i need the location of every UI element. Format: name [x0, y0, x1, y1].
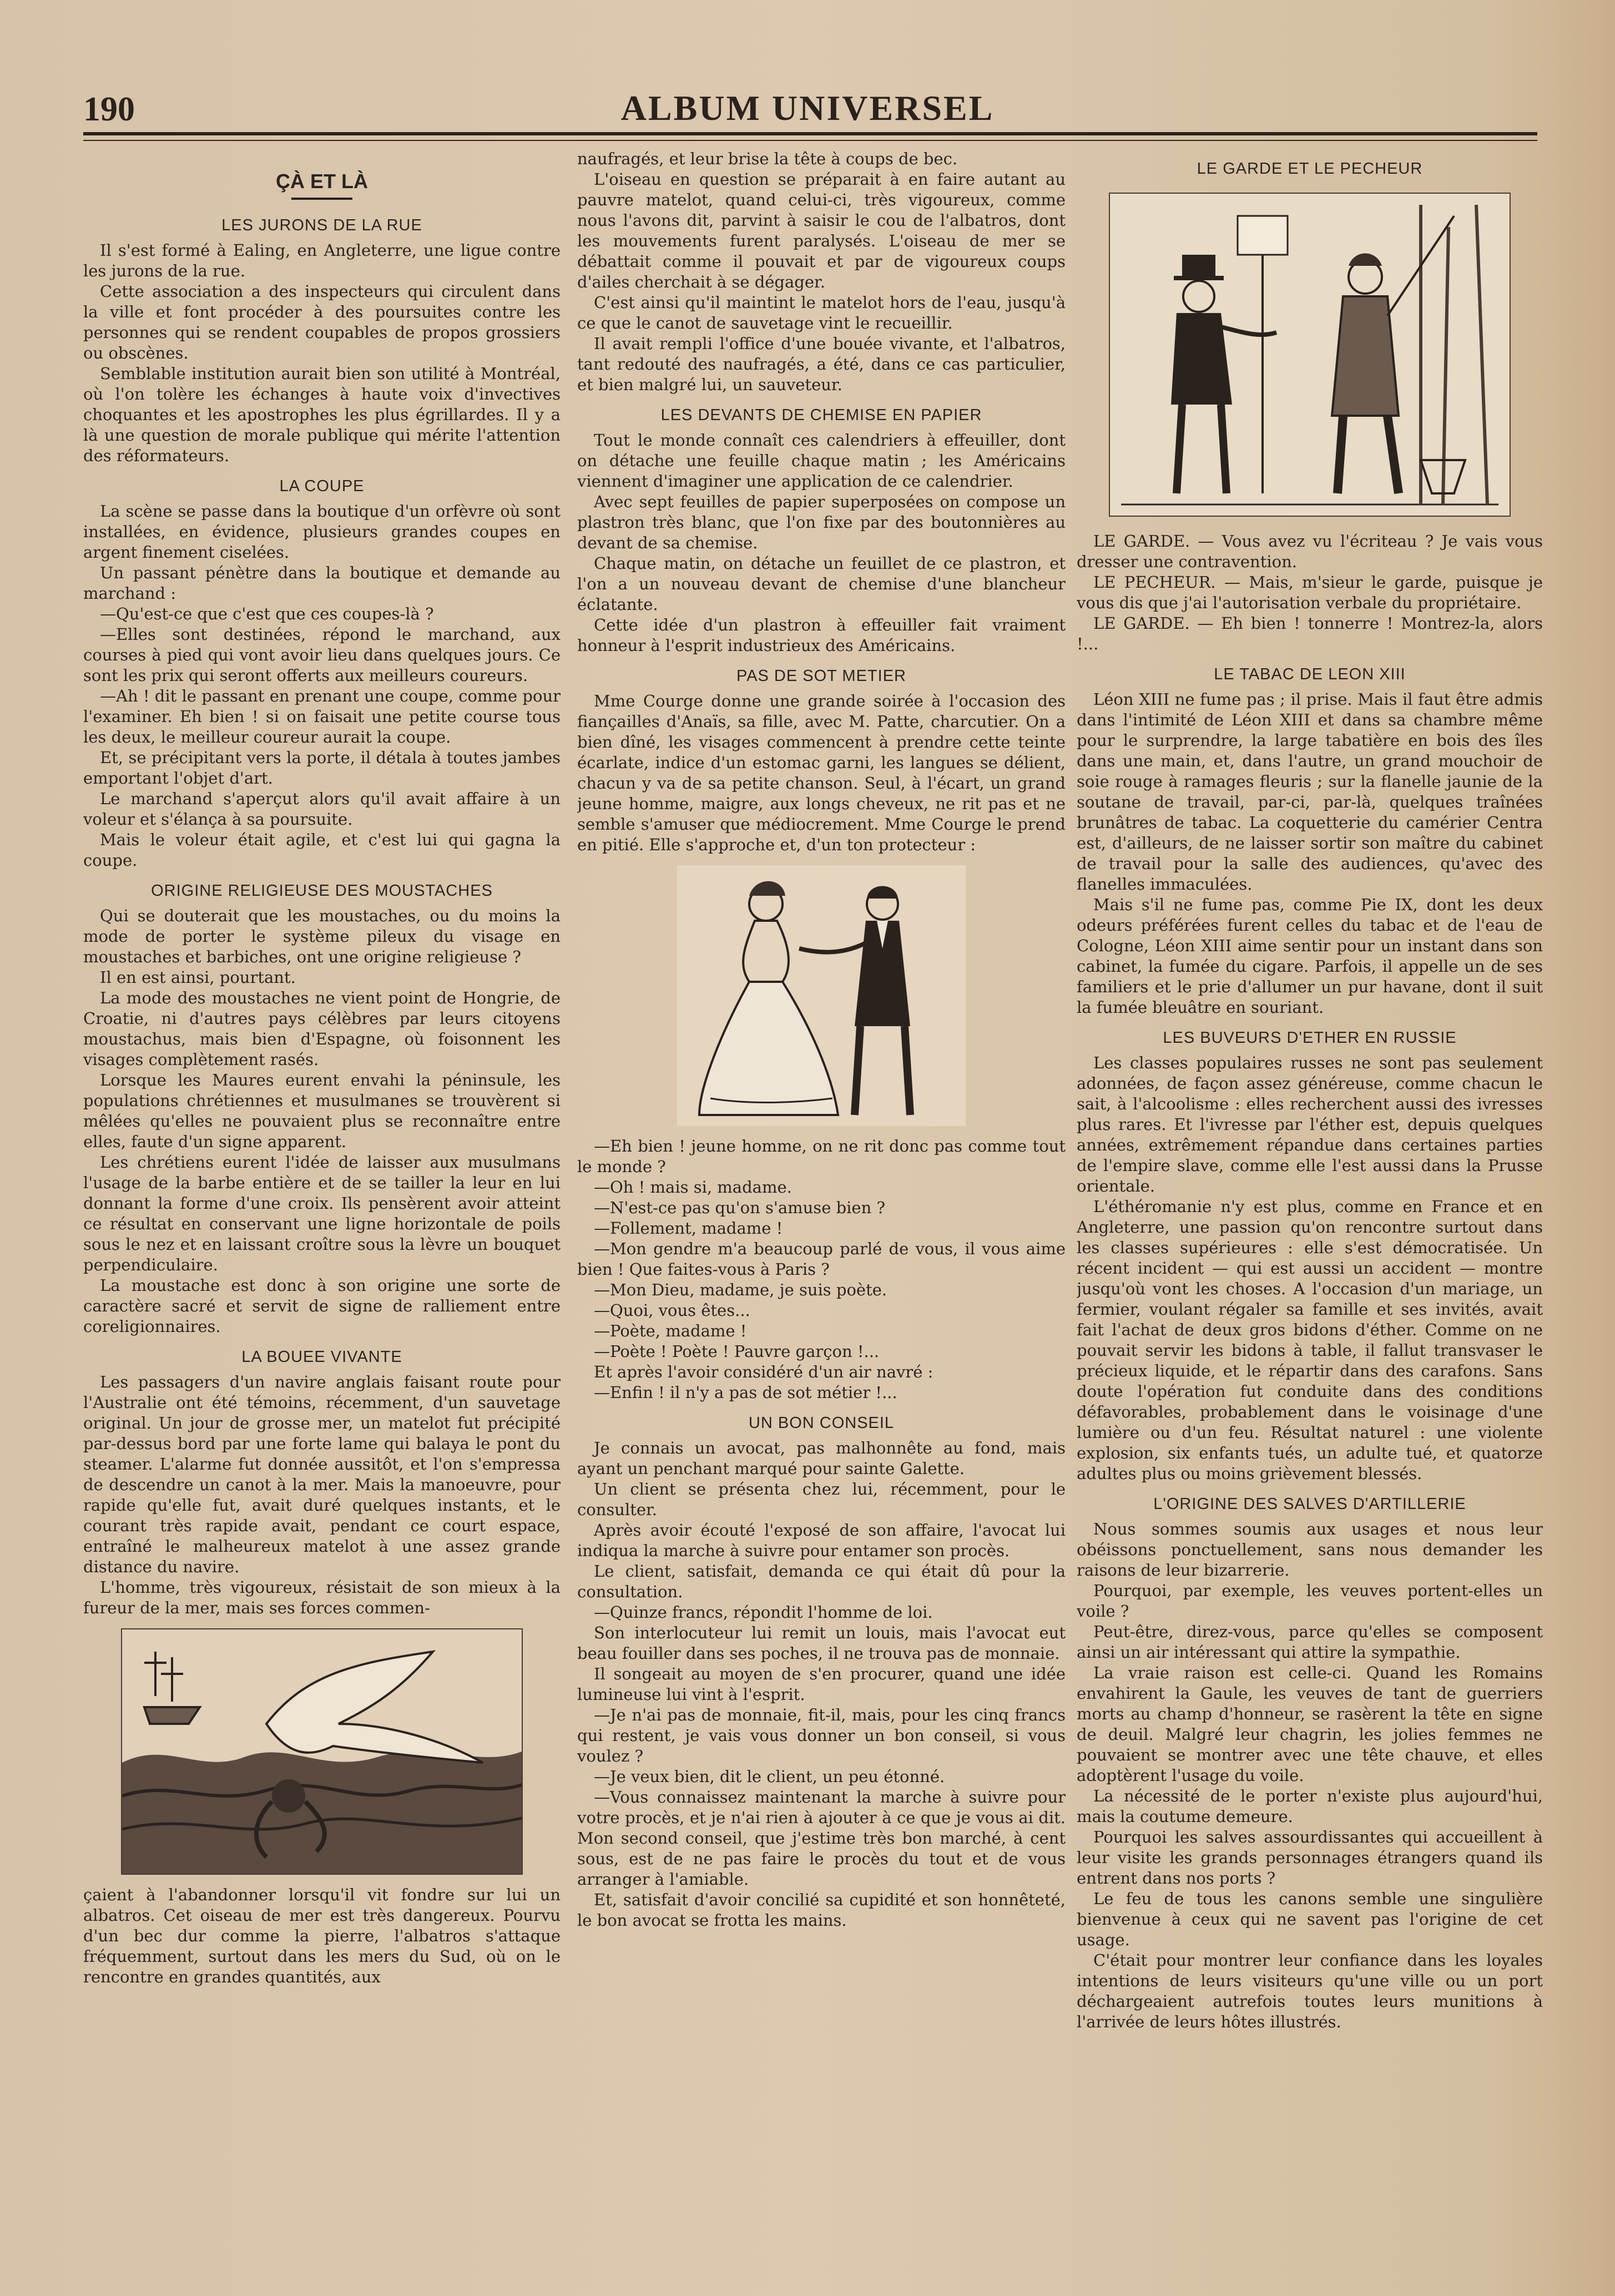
garde-pecheur-illustration	[1109, 193, 1511, 517]
article-paragraph: Le feu de tous les canons semble une singulière bienvenue à ceux qui ne savent pas l'origine de cet usage.	[1077, 1889, 1543, 1949]
article-paragraph: Avec sept feuilles de papier superposées on compose un plastron très blanc, que l'on fixe par des boutonnières au devant de sa chemise.	[577, 492, 1066, 552]
article-paragraph: Qui se douterait que les moustaches, ou du moins la mode de porter le système pileux du visage en moustaches et barbiches, ont une origine religieuse ?	[83, 906, 561, 966]
article-paragraph: Lorsque les Maures eurent envahi la péninsule, les populations chrétiennes et musulmanes se trouvèrent si mêlées qu'elles ne pouvaient plus se reconnaître entre elles, faute d'un signe apparent.	[83, 1071, 561, 1151]
article-paragraph: Le marchand s'aperçut alors qu'il avait affaire à un voleur et s'élança à sa poursuite.	[83, 789, 561, 829]
article-heading: LE GARDE ET LE PECHEUR	[1197, 160, 1423, 178]
article-paragraph: Mais le voleur était agile, et c'est lui qui gagna la coupe.	[83, 830, 561, 870]
article-paragraph: —Je veux bien, dit le client, un peu étonné.	[594, 1767, 945, 1786]
article-paragraph: Il songeait au moyen de s'en procurer, quand une idée lumineuse lui vint à l'esprit.	[577, 1664, 1066, 1704]
article-paragraph: Les passagers d'un navire anglais faisant route pour l'Australie ont été témoins, récemment, d'un sauvetage original. Un jour de grosse mer, un matelot fut précipité par-dessus bord par une forte lame qui balaya le pont du steamer. L'alarme fut donnée aussitôt, et l'on s'empressa de descendre un canot à la mer. Mais la manoeuvre, pour rapide qu'elle fut, avait duré quelques instants, et le courant très rapide avait, pendant ce court espace, entraîné le malheureux matelot à une assez grande distance du navire.	[83, 1372, 561, 1576]
article-paragraph: La mode des moustaches ne vient point de Hongrie, de Croatie, ni d'autres pays célèbres par leurs citoyens moustachus, mais bien d'Espagne, où foisonnent les visages complètement rasés.	[83, 988, 561, 1069]
article-paragraph: —Poète, madame !	[594, 1321, 747, 1340]
article-paragraph: LE PECHEUR. — Mais, m'sieur le garde, puisque je vous dis que j'ai l'autorisation verbale du propriétaire.	[1077, 573, 1543, 612]
article-paragraph: Léon XIII ne fume pas ; il prise. Mais il faut être admis dans l'intimité de Léon XIII et dans sa chambre même pour le surprendre, la large tabatière en bois des îles dans une main, et, dans l'autre, un grand mouchoir de soie rouge à ramages fleuris ; sur la flanelle jaunie de la soutane de travail, par-ci, par-là, quelques traînées brunâtres de tabac. La coquetterie du camérier Centra est, d'ailleurs, de ne laisser sortir son maître du cabinet de travail pour la salle des audiences, qu'avec des flanelles immaculées.	[1077, 690, 1543, 894]
article-paragraph: —Mon gendre m'a beaucoup parlé de vous, il vous aime bien ! Que faites-vous à Paris ?	[577, 1239, 1066, 1279]
article-paragraph: L'homme, très vigoureux, résistait de son mieux à la fureur de la mer, mais ses forces commen-	[83, 1578, 561, 1617]
header-rule-thin	[83, 140, 1537, 141]
column-3	[1077, 149, 1543, 2202]
article-heading: UN BON CONSEIL	[748, 1414, 895, 1432]
article-heading: LES DEVANTS DE CHEMISE EN PAPIER	[660, 406, 982, 424]
article-paragraph: Son interlocuteur lui remit un louis, mais l'avocat eut beau fouiller dans ses poches, il ne trouva pas de monnaie.	[577, 1623, 1066, 1663]
article-paragraph: Après avoir écouté l'exposé de son affaire, l'avocat lui indiqua la marche à suivre pour entamer son procès.	[577, 1521, 1066, 1560]
page-number: 190	[83, 90, 135, 128]
section-title-rule	[291, 198, 352, 200]
article-paragraph: Pourquoi, par exemple, les veuves portent-elles un voile ?	[1077, 1581, 1543, 1621]
article-paragraph: —Oh ! mais si, madame.	[594, 1178, 792, 1197]
article-heading: LE TABAC DE LEON XIII	[1214, 665, 1406, 683]
article-heading: LA COUPE	[279, 477, 365, 495]
article-heading: ORIGINE RELIGIEUSE DES MOUSTACHES	[151, 882, 493, 900]
article-paragraph: —Quoi, vous êtes...	[594, 1301, 750, 1320]
article-paragraph: Il avait rempli l'office d'une bouée vivante, et l'albatros, tant redouté des naufragés, a été, dans ce cas particulier, et bien malgré lui, un sauveteur.	[577, 334, 1066, 394]
publication-title: ALBUM UNIVERSEL	[620, 88, 995, 128]
article-paragraph: —Poète ! Poète ! Pauvre garçon !...	[594, 1342, 880, 1361]
article-paragraph: —Mon Dieu, madame, je suis poète.	[594, 1280, 887, 1299]
column-2	[577, 149, 1066, 2202]
article-paragraph: LE GARDE. — Eh bien ! tonnerre ! Montrez-la, alors !...	[1077, 614, 1543, 653]
article-paragraph: —Qu'est-ce que c'est que ces coupes-là ?	[100, 604, 434, 623]
article-paragraph: Et, se précipitant vers la porte, il détala à toutes jambes emportant l'objet d'art.	[83, 748, 561, 788]
article-paragraph: Mais s'il ne fume pas, comme Pie IX, dont les deux odeurs préférées furent celles du tabac et de l'eau de Cologne, Léon XIII aime sentir pour un instant dans son cabinet, la fumée du cigare. Parfois, il appelle un de ses familiers et le prie d'allumer un pur havane, dont il suit la fumée bleuâtre en souriant.	[1077, 895, 1543, 1017]
article-paragraph: Cette idée d'un plastron à effeuiller fait vraiment honneur à l'esprit industrieux des Américains.	[577, 615, 1066, 655]
article-heading: PAS DE SOT METIER	[736, 667, 906, 685]
article-paragraph: LE GARDE. — Vous avez vu l'écriteau ? Je vais vous dresser une contravention.	[1077, 532, 1543, 571]
article-paragraph: Nous sommes soumis aux usages et nous leur obéissons ponctuellement, sans nous demander les raisons de leur bizarrerie.	[1077, 1520, 1543, 1580]
article-paragraph: —Eh bien ! jeune homme, on ne rit donc pas comme tout le monde ?	[577, 1137, 1066, 1176]
article-paragraph: Cette association a des inspecteurs qui circulent dans la ville et font procéder à des poursuites contre les personnes qui se rendent coupables de propos grossiers ou obscènes.	[83, 282, 561, 362]
article-paragraph: Les chrétiens eurent l'idée de laisser aux musulmans l'usage de la barbe entière et de se tailler la leur en lui donnant la forme d'une croix. Ils pensèrent avoir atteint ce résultat en conservant une ligne horizontale de poils sous le nez et en laissant croître sous la lèvre un bouquet perpendiculaire.	[83, 1153, 561, 1274]
article-paragraph: Peut-être, direz-vous, parce qu'elles se composent ainsi un air intéressant qui attire la sympathie.	[1077, 1622, 1543, 1662]
column-1	[83, 149, 561, 2202]
article-heading: LES JURONS DE LA RUE	[221, 216, 422, 234]
article-paragraph: —Follement, madame !	[594, 1219, 783, 1238]
article-paragraph: —Quinze francs, répondit l'homme de loi.	[594, 1603, 933, 1622]
article-paragraph: —Vous connaissez maintenant la marche à suivre pour votre procès, et je n'ai rien à ajouter à ce que je vous ai dit. Mon second conseil, que j'estime très bon marché, à cent sous, est de ne pas faire le procès du tout et de vous arranger à l'amiable.	[577, 1788, 1066, 1889]
article-paragraph: Et après l'avoir considéré d'un air navré :	[594, 1363, 933, 1381]
article-paragraph: La nécessité de le porter n'existe plus aujourd'hui, mais la coutume demeure.	[1077, 1787, 1543, 1826]
article-paragraph: Mme Courge donne une grande soirée à l'occasion des fiançailles d'Anaïs, sa fille, avec M. Patte, charcutier. On a bien dîné, les visages commencent à prendre cette teinte écarlate, indice d'un estomac garni, les langues se délient, chacun y va de sa petite chanson. Seul, à l'écart, un grand jeune homme, maigre, aux longs cheveux, ne rit pas et ne semble s'amuser que médiocrement. Mme Courge le prend en pitié. Elle s'approche et, d'un ton protecteur :	[577, 692, 1066, 854]
article-paragraph: Il s'est formé à Ealing, en Angleterre, une ligue contre les jurons de la rue.	[83, 241, 561, 280]
article-paragraph: Pourquoi les salves assourdissantes qui accueillent à leur visite les grands personnages étrangers quand ils entrent dans nos ports ?	[1077, 1828, 1543, 1888]
article-paragraph: Je connais un avocat, pas malhonnête au fond, mais ayant un penchant marqué pour sainte Galette.	[577, 1439, 1066, 1478]
article-paragraph: L'éthéromanie n'y est plus, comme en France et en Angleterre, une passion qu'on rencontre surtout dans les classes supérieures : elle s'est démocratisée. Un récent incident — qui est aussi un accident — montre jusqu'où vont les choses. A l'occasion d'un mariage, un fermier, voulant régaler sa famille et ses invités, avait fait l'achat de deux gros bidons d'éther. Comme on ne pouvait servir les bidons à table, il fallut transvaser le précieux liquide, et le répartir dans des carafons. Sans doute l'opération fut conduite dans des conditions défavorables, probablement dans le voisinage d'une lumière ou d'un feu. Résultat naturel : une violente explosion, six enfants tués, un adulte tué, et quatorze adultes plus ou moins grièvement blessés.	[1077, 1197, 1543, 1483]
article-paragraph: —N'est-ce pas qu'on s'amuse bien ?	[594, 1198, 886, 1217]
article-paragraph: çaient à l'abandonner lorsqu'il vit fondre sur lui un albatros. Cet oiseau de mer est très dangereux. Pourvu d'un bec dur comme la pierre, l'albatros s'attaque fréquemment, surtout dans les mers du Sud, où on le rencontre en grandes quantités, aux	[83, 1885, 561, 1986]
header-rule	[83, 132, 1537, 135]
article-paragraph: —Elles sont destinées, répond le marchand, aux courses à pied qui vont avoir lieu dans quelques jours. Ce sont les prix qui seront offerts aux meilleurs coureurs.	[83, 625, 561, 685]
article-paragraph: Il en est ainsi, pourtant.	[100, 968, 296, 987]
article-paragraph: C'est ainsi qu'il maintint le matelot hors de l'eau, jusqu'à ce que le canot de sauvetage vint le recueillir.	[577, 293, 1066, 332]
article-paragraph: —Enfin ! il n'y a pas de sot métier !...	[594, 1383, 897, 1402]
article-paragraph: —Ah ! dit le passant en prenant une coupe, comme pour l'examiner. Eh bien ! si on faisait une petite course tous les deux, le meilleur coureur aurait la coupe.	[83, 687, 561, 746]
article-heading: LA BOUEE VIVANTE	[241, 1348, 402, 1366]
article-paragraph: Le client, satisfait, demanda ce qui était dû pour la consultation.	[577, 1562, 1066, 1601]
article-paragraph: L'oiseau en question se préparait à en faire autant au pauvre matelot, quand celui-ci, très vigoureux, comme nous l'avons dit, parvint à saisir le cou de l'albatros, dont les mouvements furent paralysés. L'oiseau de mer se débattait comme il pouvait et par de vigoureux coups d'ailes cherchait à se dégager.	[577, 170, 1066, 291]
article-paragraph: Chaque matin, on détache un feuillet de ce plastron, et l'on a un nouveau devant de chemise d'une blancheur éclatante.	[577, 554, 1066, 614]
albatross-illustration	[121, 1628, 523, 1875]
section-title: ÇÀ ET LÀ	[276, 170, 368, 193]
article-paragraph: La vraie raison est celle-ci. Quand les Romains envahirent la Gaule, les veuves de tant de guerriers morts au champ d'honneur, se rasèrent la tête en signe de deuil. Malgré leur chagrin, les jolies femmes ne pouvaient se montrer avec une tête chauve, et elles adoptèrent l'usage du voile.	[1077, 1663, 1543, 1785]
article-paragraph: Un passant pénètre dans la boutique et demande au marchand :	[83, 563, 561, 603]
article-paragraph: Semblable institution aurait bien son utilité à Montréal, où l'on tolère les échanges à haute voix d'invectives choquantes et les apostrophes les plus égrillardes. Il y a là une question de morale publique qui mérite l'attention des réformateurs.	[83, 364, 561, 465]
article-paragraph: Un client se présenta chez lui, récemment, pour le consulter.	[577, 1480, 1066, 1519]
couple-illustration	[677, 865, 966, 1126]
article-heading: LES BUVEURS D'ETHER EN RUSSIE	[1163, 1029, 1457, 1047]
article-paragraph: Tout le monde connaît ces calendriers à effeuiller, dont on détache une feuille chaque matin ; les Américains viennent d'imaginer une application de ce calendrier.	[577, 431, 1066, 491]
article-paragraph: Et, satisfait d'avoir concilié sa cupidité et son honnêteté, le bon avocat se frotta les mains.	[577, 1890, 1066, 1930]
article-paragraph: Les classes populaires russes ne sont pas seulement adonnées, de façon assez généreuse, comme chacun le sait, à l'alcoolisme : elles recherchent aussi des ivresses plus rares. Et l'ivresse par l'éther est, depuis quelques années, extrêmement répandue dans certaines parties de l'empire slave, comme elle l'est aussi dans la Prusse orientale.	[1077, 1053, 1543, 1195]
article-paragraph: La scène se passe dans la boutique d'un orfèvre où sont installées, en évidence, plusieurs grandes coupes en argent finement ciselées.	[83, 502, 561, 562]
article-heading: L'ORIGINE DES SALVES D'ARTILLERIE	[1153, 1495, 1466, 1513]
article-paragraph: naufragés, et leur brise la tête à coups de bec.	[577, 149, 958, 168]
article-paragraph: C'était pour montrer leur confiance dans les loyales intentions de leurs visiteurs qu'une ville ou un port déchargeaient autrefois toutes leurs munitions à l'arrivée de leurs hôtes illustrés.	[1077, 1951, 1543, 2031]
article-paragraph: La moustache est donc à son origine une sorte de caractère sacré et servit de signe de ralliement entre coreligionnaires.	[83, 1276, 561, 1336]
article-paragraph: —Je n'ai pas de monnaie, fit-il, mais, pour les cinq francs qui restent, je vais vous donner un bon conseil, si vous voulez ?	[577, 1705, 1066, 1765]
